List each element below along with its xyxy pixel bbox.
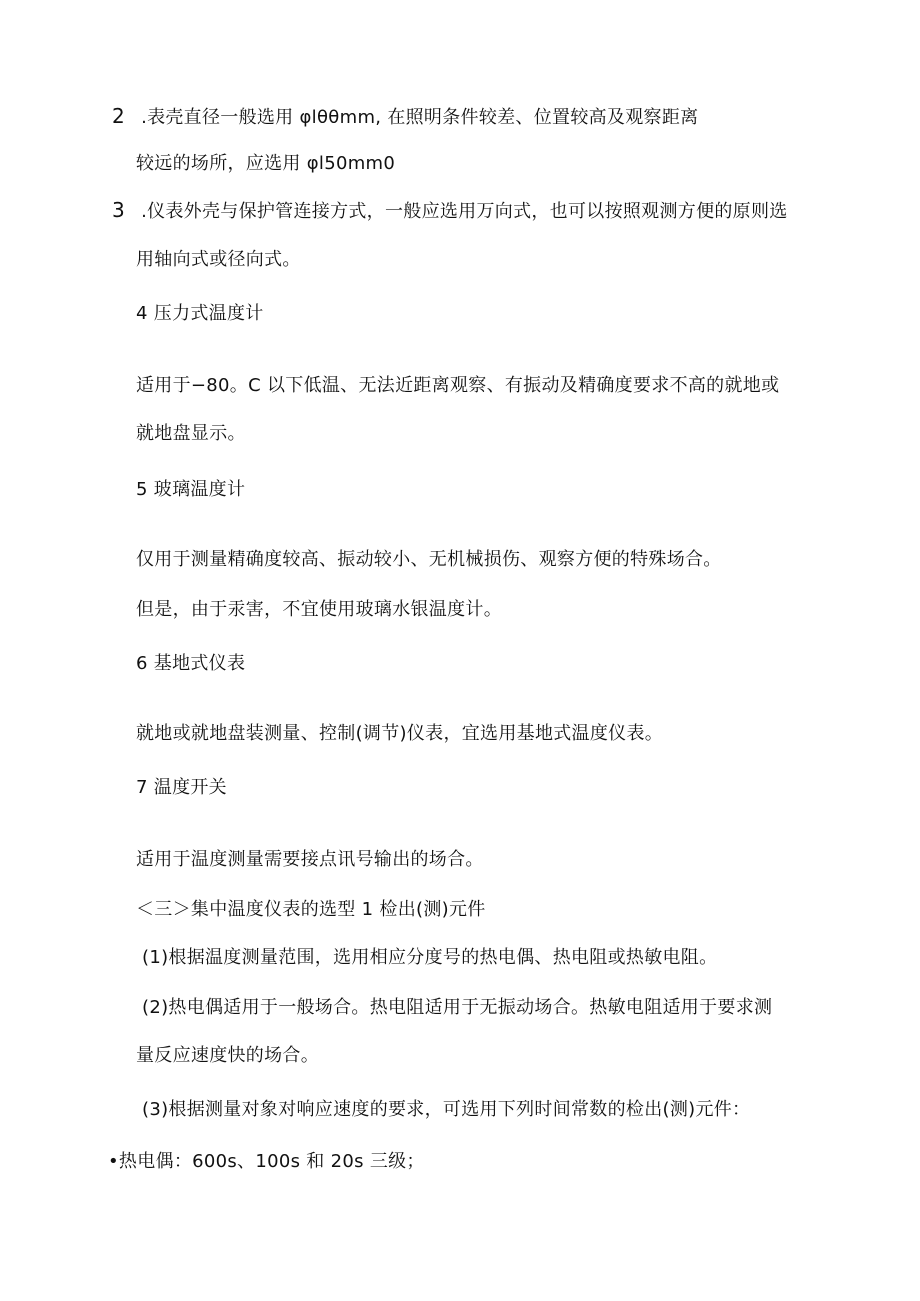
item-3-line-2: 用轴向式或径向式。 — [136, 249, 301, 270]
paragraph-line: 仅用于测量精确度较高、振动较小、无机械损伤、观察方便的特殊场合。 — [136, 549, 722, 570]
section-heading-3: ＜三＞集中温度仪表的选型 1 检出(测)元件 — [136, 899, 486, 920]
item-2-line-2: 较远的场所，应选用 φl50mm0 — [136, 153, 396, 174]
item-number: 2 — [112, 104, 126, 128]
item-text: .表壳直径一般选用 φl​θθmm, 在照明条件较差、位置较高及观察距离 — [141, 107, 699, 128]
section-heading-4: 4 压力式温度计 — [136, 303, 264, 324]
paragraph-line: 适用于温度测量需要接点讯号输出的场合。 — [136, 849, 484, 870]
item-2-line-1 — [112, 104, 698, 130]
paragraph-line: (1)根据温度测量范围，选用相应分度号的热电偶、热电阻或热敏电阻。 — [142, 947, 718, 968]
section-heading-7: 7 温度开关 — [136, 777, 227, 798]
paragraph-line: (2)热电偶适用于一般场合。热电阻适用于无振动场合。热敏电阻适用于要求测 — [142, 997, 773, 1018]
paragraph-line: (3)根据测量对象对响应速度的要求，可选用下列时间常数的检出(测)元件： — [142, 1099, 751, 1120]
paragraph-line: 就地或就地盘装测量、控制(调节)仪表，宜选用基地式温度仪表。 — [136, 723, 664, 744]
paragraph-line: 但是，由于汞害，不宜使用玻璃水银温度计。 — [136, 599, 502, 620]
bullet-line: •热电偶：600s、100s 和 20s 三级； — [108, 1151, 425, 1172]
paragraph-line: 就地盘显示。 — [136, 423, 246, 444]
item-text: .仪表外壳与保护管连接方式，一般应选用万向式，也可以按照观测方便的原则选 — [141, 201, 788, 222]
item-number: 3 — [112, 198, 126, 222]
section-heading-6: 6 基地式仪表 — [136, 653, 246, 674]
paragraph-line: 量反应速度快的场合。 — [136, 1045, 319, 1066]
section-heading-5: 5 玻璃温度计 — [136, 479, 246, 500]
item-3-line-1 — [112, 198, 788, 224]
paragraph-line: 适用于−80。C 以下低温、无法近距离观察、有振动及精确度要求不高的就地或 — [136, 375, 780, 396]
